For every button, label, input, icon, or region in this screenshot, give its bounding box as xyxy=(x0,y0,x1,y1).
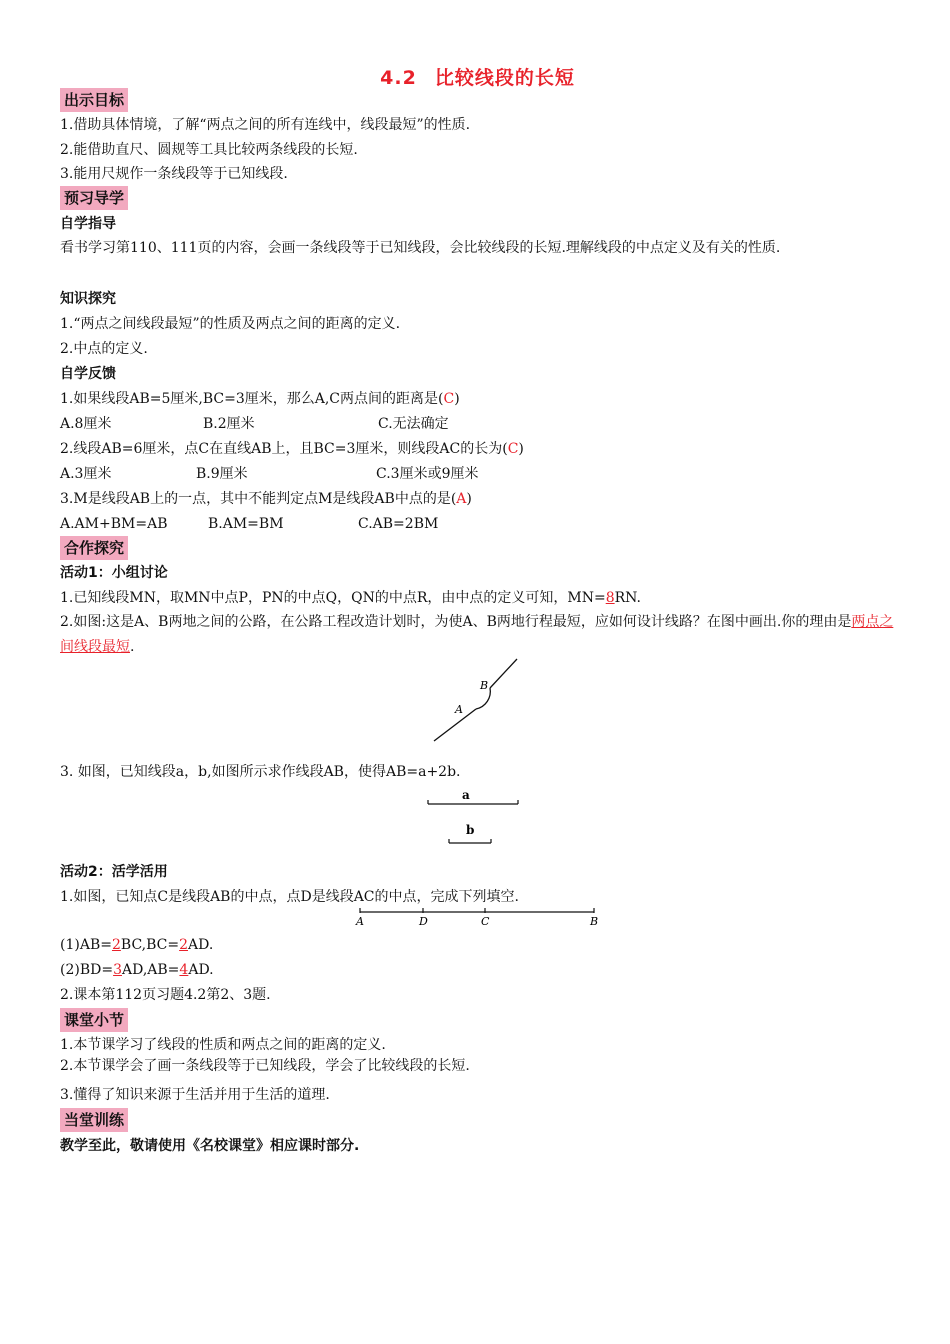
label-b: B xyxy=(590,915,599,928)
label-a: A xyxy=(356,915,364,928)
title-number: 4.2 xyxy=(380,67,417,89)
fill1-part1: (1)AB= xyxy=(60,937,112,953)
q1-option-c: C.无法确定 xyxy=(378,416,449,432)
q3-close: ) xyxy=(466,491,472,507)
q1-close: ) xyxy=(454,391,460,407)
summary-3: 3.懂得了知识来源于生活并用于生活的道理. xyxy=(60,1087,330,1103)
fill2-answer2: 4 xyxy=(179,962,189,978)
q1-stem xyxy=(60,389,460,409)
explore-2: 2.中点的定义. xyxy=(60,341,148,357)
goal-2: 2.能借助直尺、圆规等工具比较两条线段的长短. xyxy=(60,142,358,158)
section-summary: 课堂小节 xyxy=(60,1008,128,1032)
q3-option-c: C.AB=2BM xyxy=(358,516,439,532)
page-title xyxy=(60,63,895,90)
q2-option-b: B.9厘米 xyxy=(196,466,248,482)
fill1-part2: BC,BC= xyxy=(120,937,180,953)
q2-answer: C xyxy=(507,441,519,457)
q2-close: ) xyxy=(518,441,524,457)
section-preview: 预习导学 xyxy=(60,186,128,210)
feedback-heading: 自学反馈 xyxy=(60,366,116,382)
activity1-q3: 3. 如图，已知线段a，b,如图所示求作线段AB，使得AB=a+2b. xyxy=(60,764,461,780)
a1-q1-text: 1.已知线段MN，取MN中点P，PN的中点Q，QN的中点R，由中点的定义可知，MN= xyxy=(60,590,606,606)
a1-q2-post: . xyxy=(130,639,135,655)
fill-1 xyxy=(60,935,213,955)
fill1-part3: AD. xyxy=(188,937,214,953)
section-goals: 出示目标 xyxy=(60,88,128,112)
a1-q2-answer: 两点之间线段最短 xyxy=(60,614,894,655)
goal-1: 1.借助具体情境，了解“两点之间的所有连线中，线段最短”的性质. xyxy=(60,117,471,133)
guide-text: 看书学习第110、111页的内容，会画一条线段等于已知线段，会比较线段的长短.理解线段的中点定义及有关的性质. xyxy=(60,240,781,256)
q3-options xyxy=(60,514,895,534)
q2-stem xyxy=(60,439,524,459)
section-cooperate: 合作探究 xyxy=(60,536,128,560)
activity2-q1: 1.如图，已知点C是线段AB的中点，点D是线段AC的中点，完成下列填空. xyxy=(60,889,519,905)
q1-option-b: B.2厘米 xyxy=(203,416,255,432)
point-a-label: A xyxy=(455,703,463,716)
activity2-q2: 2.课本第112页习题4.2第2、3题. xyxy=(60,987,271,1003)
fill2-part3: AD. xyxy=(188,962,214,978)
summary-2: 2.本节课学会了画一条线段等于已知线段，学会了比较线段的长短. xyxy=(60,1058,470,1074)
label-d: D xyxy=(419,915,428,928)
a1-q1-post: RN. xyxy=(614,590,641,606)
q3-option-b: B.AM=BM xyxy=(208,516,284,532)
label-c: C xyxy=(481,915,490,928)
q1-option-a: A.8厘米 xyxy=(60,416,112,432)
activity1-q1 xyxy=(60,588,641,608)
point-b-label: B xyxy=(480,679,489,692)
road-segment-upper xyxy=(490,659,517,688)
guide-heading: 自学指导 xyxy=(60,216,116,232)
q3-stem xyxy=(60,489,472,509)
fill2-answer1: 3 xyxy=(113,962,122,978)
fill1-answer1: 2 xyxy=(111,937,121,953)
q2-options xyxy=(60,464,895,484)
segment-a-label: a xyxy=(462,788,470,802)
road-figure xyxy=(428,654,528,746)
title-text: 比较线段的长短 xyxy=(434,67,575,89)
fill2-part1: (2)BD= xyxy=(60,962,114,978)
q2-text: 2.线段AB=6厘米，点C在直线AB上，且BC=3厘米，则线段AC的长为( xyxy=(60,441,508,457)
line-adcb-figure xyxy=(352,906,602,932)
a1-q1-answer: 8 xyxy=(605,590,615,606)
q1-options xyxy=(60,414,895,434)
activity2-heading: 活动2：活学活用 xyxy=(60,864,168,880)
fill1-answer2: 2 xyxy=(179,937,189,953)
explore-heading: 知识探究 xyxy=(60,291,116,307)
training-text: 教学至此，敬请使用《名校课堂》相应课时部分. xyxy=(60,1138,360,1154)
explore-1: 1.“两点之间线段最短”的性质及两点之间的距离的定义. xyxy=(60,316,401,332)
goal-3: 3.能用尺规作一条线段等于已知线段. xyxy=(60,166,288,182)
q3-answer: A xyxy=(456,491,467,507)
q2-option-a: A.3厘米 xyxy=(60,466,112,482)
fill2-part2: AD,AB= xyxy=(122,962,180,978)
fill-2 xyxy=(60,960,214,980)
q3-text: 3.M是线段AB上的一点，其中不能判定点M是线段AB中点的是( xyxy=(60,491,457,507)
q1-text: 1.如果线段AB=5厘米,BC=3厘米，那么A,C两点间的距离是( xyxy=(60,391,444,407)
activity1-q2 xyxy=(60,610,895,660)
segments-figure xyxy=(425,786,525,848)
section-training: 当堂训练 xyxy=(60,1108,128,1132)
segment-b-label: b xyxy=(466,823,475,837)
a1-q2-text: 2.如图:这是A、B两地之间的公路，在公路工程改造计划时，为使A、B两地行程最短，应如何设计线路？在图中画出.你的理由是 xyxy=(60,614,852,630)
q2-option-c: C.3厘米或9厘米 xyxy=(376,466,479,482)
activity1-heading: 活动1：小组讨论 xyxy=(60,565,168,581)
q1-answer: C xyxy=(443,391,455,407)
q3-option-a: A.AM+BM=AB xyxy=(60,516,168,532)
summary-1: 1.本节课学习了线段的性质和两点之间的距离的定义. xyxy=(60,1037,386,1053)
